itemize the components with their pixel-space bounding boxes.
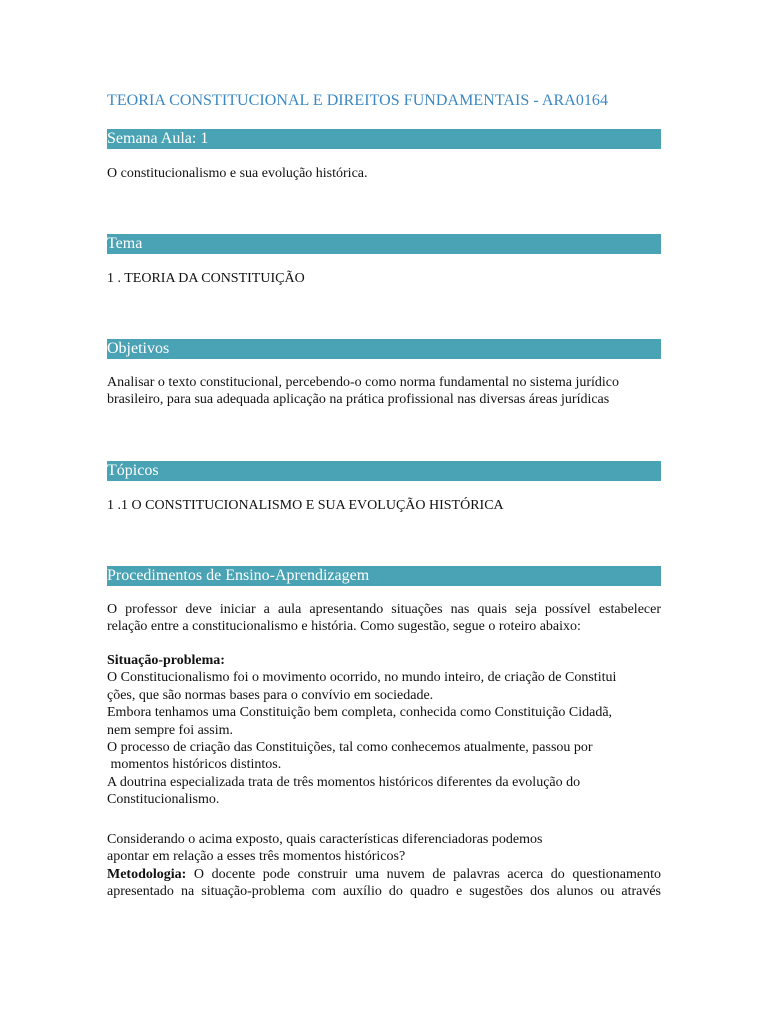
objetivos-paragraph [107, 374, 661, 409]
section-header-topicos: Tópicos [107, 461, 661, 481]
considerando-line: apontar em relação a esses três momentos históricos? [107, 849, 406, 865]
metodologia-text: O docente pode construir uma nuvem de palavras acerca do questionamento [186, 866, 661, 882]
objetivos-line: brasileiro, para sua adequada aplicação na prática profissional nas diversas áreas jurídicas [107, 392, 610, 408]
metodologia-label: Metodologia: [107, 866, 187, 882]
section-header-tema: Tema [107, 234, 661, 254]
topicos-text: 1 .1 O CONSTITUCIONALISMO E SUA EVOLUÇÃO HISTÓRICA [107, 498, 504, 513]
procedimentos-intro-line: O professor deve iniciar a aula apresentando situações nas quais seja possível estabelecer [107, 602, 661, 617]
metodologia-line [107, 866, 661, 883]
considerando-line: Considerando o acima exposto, quais características diferenciadoras podemos [107, 832, 543, 847]
section-header-semana: Semana Aula: 1 [107, 129, 661, 149]
document-title: TEORIA CONSTITUCIONAL E DIREITOS FUNDAMENTAIS - ARA0164 [107, 92, 609, 109]
situacao-line: nem sempre foi assim. [107, 722, 233, 738]
situacao-line: Constitucionalismo. [107, 792, 220, 808]
procedimentos-intro-line: relação entre a constitucionalismo e história. Como sugestão, segue o roteiro abaixo: [107, 619, 581, 635]
section-header-objetivos: Objetivos [107, 339, 661, 359]
metodologia-line-2: apresentado na situação-problema com auxílio do quadro e sugestões dos alunos ou através [107, 884, 661, 900]
situacao-problema [107, 652, 661, 809]
situacao-label [107, 652, 661, 669]
situacao-label-text: Situação-problema: [107, 653, 225, 668]
semana-text: O constitucionalismo e sua evolução histórica. [107, 166, 368, 181]
tema-text: 1 . TEORIA DA CONSTITUIÇÃO [107, 271, 305, 286]
situacao-line: O processo de criação das Constituições, tal como conhecemos atualmente, passou por [107, 739, 593, 755]
situacao-line: momentos históricos distintos. [107, 757, 282, 773]
situacao-line: O Constitucionalismo foi o movimento ocorrido, no mundo inteiro, de criação de Constitui [107, 670, 617, 686]
procedimentos-intro [107, 601, 661, 636]
situacao-line: A doutrina especializada trata de três momentos históricos diferentes da evolução do [107, 774, 581, 790]
situacao-line: Embora tenhamos uma Constituição bem completa, conhecida como Constituição Cidadã, [107, 705, 613, 721]
situacao-line: ções, que são normas bases para o convívio em sociedade. [107, 687, 434, 703]
considerando-paragraph [107, 831, 661, 901]
objetivos-line: Analisar o texto constitucional, percebendo-o como norma fundamental no sistema jurídico [107, 375, 620, 390]
section-header-procedimentos: Procedimentos de Ensino-Aprendizagem [107, 566, 661, 586]
